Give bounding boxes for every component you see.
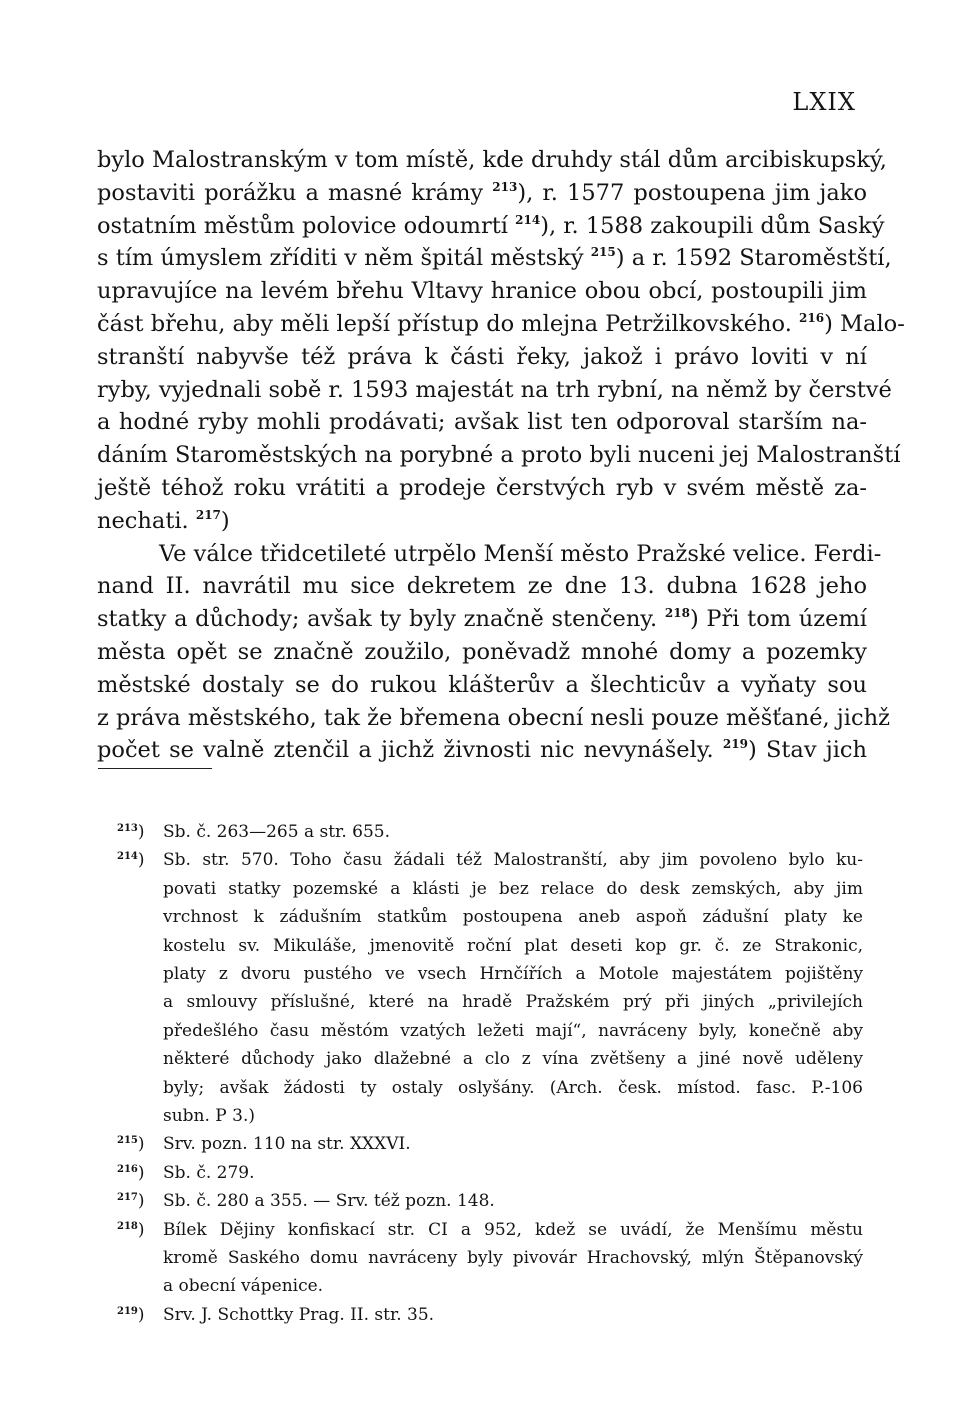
footnote-line: Sb. č. 279. bbox=[163, 1162, 255, 1183]
text-segment: statky a důchody; avšak ty byly značně stenčeny. bbox=[97, 606, 665, 633]
text-line bbox=[97, 702, 890, 735]
text-segment: ) a r. 1592 Staroměstští, bbox=[615, 245, 892, 272]
text-line bbox=[97, 570, 867, 603]
footnote-text bbox=[163, 1301, 863, 1329]
footnote-number: $^{215}$) bbox=[117, 1134, 145, 1155]
footnote-number-text: 219 bbox=[117, 1305, 138, 1317]
footnote-number-text: 216 bbox=[117, 1163, 138, 1175]
text-segment: ještě téhož roku vrátiti a prodeje čerstvých ryb v svém městě za- bbox=[97, 474, 867, 501]
footnote-text bbox=[163, 1216, 863, 1301]
text-segment: ) Při tom území bbox=[689, 606, 867, 633]
footnote-ref: 217 bbox=[195, 507, 221, 522]
text-segment: s tím úmyslem zříditi v něm špitál městský bbox=[97, 245, 591, 272]
footnote-line: povati statky pozemské a klásti je bez relace do desk zemských, aby jim bbox=[163, 878, 863, 899]
text-line bbox=[97, 177, 867, 210]
footnote-number: $^{219}$) bbox=[117, 1304, 145, 1325]
footnote bbox=[117, 846, 863, 1130]
footnote-line: kromě Saského domu navráceny byly pivovár Hrachovský, mlýn Štěpanovský bbox=[163, 1247, 863, 1268]
text-segment: ) Stav jich bbox=[747, 737, 867, 764]
text-line bbox=[97, 636, 867, 669]
footnote-number-text: 214 bbox=[117, 851, 138, 863]
main-text bbox=[97, 144, 905, 767]
footnote-number: $^{214}$) bbox=[117, 850, 145, 871]
text-segment: z práva městského, tak že břemena obecní nesli pouze měšťané, jichž bbox=[97, 704, 890, 731]
footnote-text bbox=[163, 846, 863, 1130]
footnote-text bbox=[163, 1130, 863, 1158]
footnote-text bbox=[163, 818, 863, 846]
text-line bbox=[97, 374, 892, 407]
text-segment: Ve válce třidcetileté utrpělo Menší město Pražské velice. Ferdi- bbox=[159, 540, 882, 567]
text-line bbox=[97, 505, 867, 538]
text-line bbox=[97, 734, 867, 767]
footnote bbox=[117, 1159, 863, 1187]
text-segment: města opět se značně zoužilo, poněvadž mnohé domy a pozemky bbox=[97, 638, 867, 665]
footnote-ref: 219 bbox=[722, 737, 748, 752]
footnote-number-text: 217 bbox=[117, 1192, 138, 1204]
footnote-ref: 213 bbox=[492, 179, 518, 194]
footnote-line: a smlouvy příslušné, které na hradě Pražském prý při jiných „privilejích bbox=[163, 992, 863, 1013]
footnote-number: $^{213}$) bbox=[117, 822, 145, 842]
text-line bbox=[97, 210, 885, 243]
text-segment: ) bbox=[220, 507, 230, 534]
text-segment: nand II. navrátil mu sice dekretem ze dne 13. dubna 1628 jeho bbox=[97, 573, 867, 600]
footnote-line: subn. P 3.) bbox=[163, 1105, 256, 1126]
footnote-line: předešlého času městóm vzatých ležeti mají“, navráceny byly, konečně aby bbox=[163, 1020, 863, 1041]
page-number: LXIX bbox=[792, 88, 856, 116]
footnote-line: platy z dvoru pustého ve vsech Hrnčířích a Motole majestátem pojištěny bbox=[163, 963, 863, 984]
footnote-line: Srv. pozn. 110 na str. XXXVI. bbox=[163, 1134, 411, 1155]
text-line bbox=[97, 406, 867, 439]
text-line bbox=[97, 669, 867, 702]
text-segment: ryby, vyjednali sobě r. 1593 majestát na trh rybní, na němž by čerstvé bbox=[97, 376, 892, 403]
footnote-line: Bílek Dějiny konfiskací str. CI a 952, kdež se uvádí, že Menšímu městu bbox=[163, 1219, 863, 1240]
footnote-number: $^{217}$) bbox=[117, 1191, 145, 1212]
footnote-ref: 215 bbox=[590, 245, 616, 260]
text-line bbox=[97, 538, 882, 571]
text-segment: ), r. 1577 postoupena jim jako bbox=[517, 179, 867, 206]
text-line bbox=[97, 341, 867, 374]
text-line bbox=[97, 472, 867, 505]
footnote-number-text: 218 bbox=[117, 1220, 138, 1232]
text-segment: bylo Malostranským v tom místě, kde druhdy stál dům arcibiskupský, bbox=[97, 147, 887, 173]
text-segment: ostatním městům polovice odoumrtí bbox=[97, 212, 516, 239]
text-line bbox=[97, 242, 892, 275]
footnotes bbox=[117, 818, 863, 1329]
text-segment: ) Malo- bbox=[824, 310, 905, 337]
footnote-line: Sb. č. 263—265 a str. 655. bbox=[163, 822, 390, 842]
footnote-divider bbox=[98, 768, 212, 769]
text-segment: a hodné ryby mohli prodávati; avšak list ten odporoval starším na- bbox=[97, 409, 867, 436]
text-segment: ), r. 1588 zakoupili dům Saský bbox=[540, 212, 885, 239]
footnote-line: některé důchody jako dlažebné a clo z vína zvětšeny a jiné nově uděleny bbox=[163, 1049, 863, 1070]
footnote-line: a obecní vápenice. bbox=[163, 1276, 324, 1297]
text-line bbox=[97, 308, 905, 341]
footnote-line: Sb. str. 570. Toho času žádali též Malostranští, aby jim povoleno bylo ku- bbox=[163, 850, 863, 871]
footnote-text bbox=[163, 1187, 863, 1215]
footnote-line: byly; avšak žádosti ty ostaly oslyšány. (Arch. česk. místod. fasc. P.-106 bbox=[163, 1077, 863, 1098]
footnote-ref: 216 bbox=[799, 310, 825, 325]
text-segment: počet se valně ztenčil a jichž živnosti nic nevynášely. bbox=[97, 737, 723, 764]
text-segment: dáním Staroměstských na porybné a proto byli nuceni jej Malostranští bbox=[97, 442, 901, 469]
footnote-text bbox=[163, 1159, 863, 1187]
text-line bbox=[97, 275, 867, 308]
text-segment: nechati. bbox=[97, 507, 196, 534]
text-line bbox=[97, 603, 867, 636]
text-segment: část břehu, aby měli lepší přístup do mlejna Petržilkovského. bbox=[97, 310, 799, 337]
footnote-ref: 214 bbox=[515, 212, 541, 227]
footnote-line: Sb. č. 280 a 355. — Srv. též pozn. 148. bbox=[163, 1191, 495, 1212]
footnote bbox=[117, 818, 863, 846]
text-segment: upravujíce na levém břehu Vltavy hranice obou obcí, postoupili jim bbox=[97, 278, 867, 305]
text-line bbox=[97, 144, 887, 177]
text-segment: stranští nabyvše též práva k části řeky, jakož i právo loviti v ní bbox=[97, 343, 867, 370]
footnote-line: vrchnost k zádušním statkům postoupena aneb aspoň zádušní platy ke bbox=[163, 907, 863, 928]
footnote bbox=[117, 1187, 863, 1215]
footnote-number-text: 213 bbox=[117, 823, 138, 834]
footnote-line: Srv. J. Schottky Prag. II. str. 35. bbox=[163, 1304, 435, 1325]
footnote-ref: 218 bbox=[664, 606, 690, 621]
text-segment: městské dostaly se do rukou klášterův a šlechticův a vyňaty sou bbox=[97, 671, 867, 698]
text-line bbox=[97, 439, 901, 472]
footnote bbox=[117, 1301, 863, 1329]
footnote bbox=[117, 1130, 863, 1158]
footnote bbox=[117, 1216, 863, 1301]
footnote-number-text: 215 bbox=[117, 1135, 138, 1147]
footnote-number: $^{216}$) bbox=[117, 1162, 145, 1183]
text-segment: postaviti porážku a masné krámy bbox=[97, 179, 493, 206]
footnote-number: $^{218}$) bbox=[117, 1219, 145, 1240]
footnote-line: kostelu sv. Mikuláše, jmenovitě roční plat deseti kop gr. č. ze Strakonic, bbox=[163, 935, 863, 956]
